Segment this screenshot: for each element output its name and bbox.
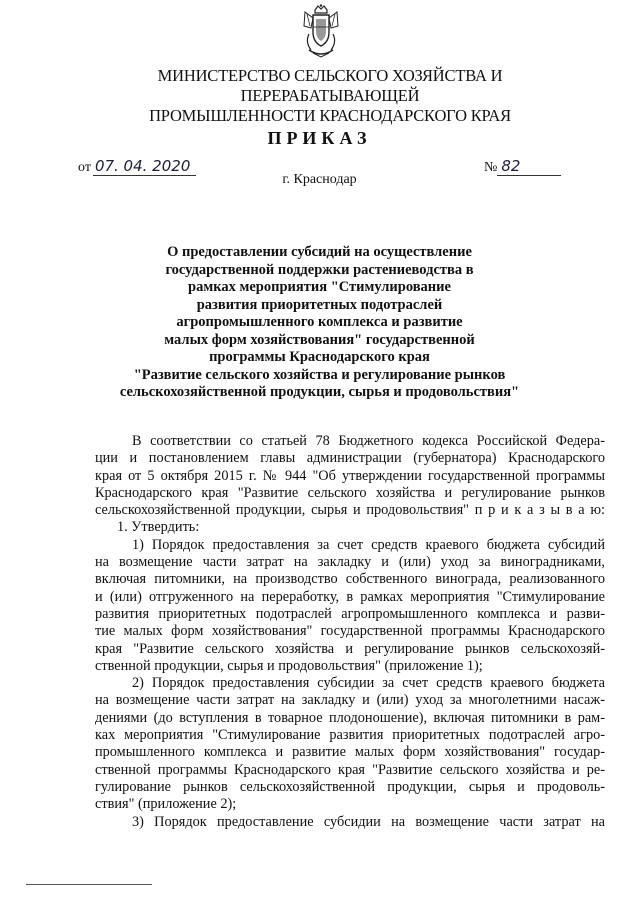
title-line: государственной поддержки растениеводства в (165, 261, 474, 278)
ministry-line-1: МИНИСТЕРСТВО СЕЛЬСКОГО ХОЗЯЙСТВА И ПЕРЕРАБАТЫВАЮЩЕЙ (157, 66, 503, 105)
ministry-name (70, 66, 590, 126)
body-line: ствия" (приложение 2); (95, 796, 237, 813)
body-line: 2) Порядок предоставления субсидии за счет средств краевого бюджета (132, 675, 605, 692)
body-line: включая питомники, на производство собственного винограда, реализованного (95, 571, 605, 588)
title-line: "Развитие сельского хозяйства и регулирование рынков (133, 366, 506, 383)
body-line: и (или) отгруженного на переработку, в рамках мероприятия "Стимулирование (95, 588, 605, 605)
title-line: малых форм хозяйствования" государственной (164, 331, 475, 348)
body-line: ственной продукции, сырья и продовольствия" (приложение 1); (95, 657, 483, 674)
body-line: В соответствии со статьей 78 Бюджетного кодекса Российской Федера- (132, 433, 605, 449)
order-title: ПРИКАЗ (267, 128, 372, 148)
city-name: г. Краснодар (282, 172, 357, 187)
order-subject-title (90, 244, 549, 402)
body-line: гулирование рынков сельскохозяйственной продукции, сырья и продоволь- (95, 778, 605, 795)
body-line: края "Развитие сельского хозяйства и регулирование рынков сельскохозяй- (95, 640, 605, 657)
title-line: программы Краснодарского края (209, 349, 430, 365)
body-line: 3) Порядок предоставление субсидии на возмещение части затрат на (132, 813, 605, 830)
body-line: ции и постановлением главы администрации (губернатора) Краснодарского (95, 450, 605, 467)
footer-divider (26, 884, 152, 885)
title-line: развития приоритетных подотраслей (196, 296, 443, 313)
title-line: агропромышленного комплекса и развитие (176, 314, 463, 330)
title-line: сельскохозяйственной продукции, сырья и продовольствия" (119, 384, 520, 400)
body-line: дениями (до вступления в товарное плодоношение), включая питомники в рам- (95, 709, 605, 726)
number-prefix: № (484, 160, 498, 175)
order-body (95, 433, 605, 831)
ministry-line-2: ПРОМЫШЛЕННОСТИ КРАСНОДАРСКОГО КРАЯ (149, 106, 511, 125)
body-line: развития приоритетных подотраслей агропромышленного комплекса и разви- (95, 605, 605, 622)
body-line: ственной программы Краснодарского края "Развитие сельского хозяйства и ре- (95, 761, 605, 778)
body-line: на возмещение части затрат на закладку и (или) уход за виноградниками, (95, 554, 605, 571)
body-line: края от 5 октября 2015 г. № 944 "Об утверждении государственной программы (95, 467, 605, 484)
body-line: промышленного комплекса и развитие малых форм хозяйствования" государ- (95, 744, 605, 761)
title-line: рамках мероприятия "Стимулирование (188, 279, 451, 295)
body-line: 1) Порядок предоставления за счет средств краевого бюджета субсидий (132, 536, 605, 553)
body-line: тие малых форм хозяйствования" государственной программы Краснодарского (95, 623, 605, 640)
title-line: О предоставлении субсидий на осуществление (167, 244, 472, 260)
date-prefix: от (78, 160, 91, 175)
body-line: Краснодарского края "Развитие сельского хозяйства и регулирование рынков (95, 484, 605, 501)
body-line: сельскохозяйственной продукции, сырья и продовольствия" п р и к а з ы в а ю: (95, 502, 605, 519)
body-line: ках мероприятия "Стимулирование развития приоритетных подотраслей агро- (95, 727, 605, 744)
body-line: 1. Утвердить: (117, 519, 200, 536)
date-value: 07. 04. 2020 (93, 157, 196, 176)
krasnodar-coat-of-arms-icon (301, 4, 341, 60)
number-value: 82 (497, 157, 561, 176)
body-line: на возмещение части затрат на закладку и (или) уход за многолетними насаж- (95, 692, 605, 709)
